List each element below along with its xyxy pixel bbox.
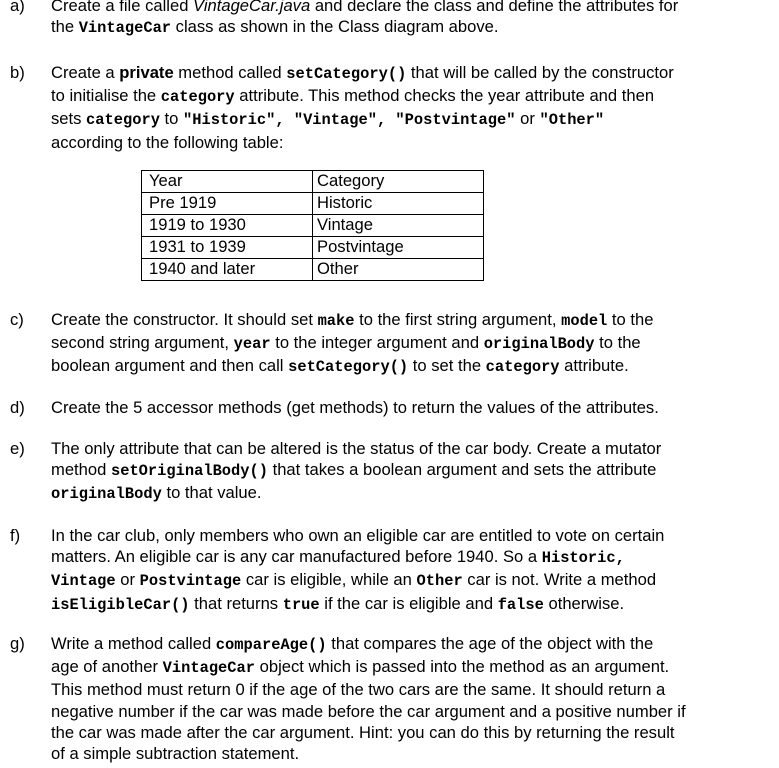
question-e-text (51, 438, 776, 506)
text: or (115, 570, 140, 590)
text: that will be called by the constructor (406, 63, 674, 82)
category-table (141, 170, 484, 281)
code-year: year (233, 335, 271, 354)
text: negative number if the car was made before the car argument and a positive number if (51, 701, 686, 721)
text: age of another (51, 657, 163, 677)
text: or (515, 109, 540, 129)
text: method (51, 460, 111, 480)
question-g-text (51, 633, 776, 764)
question-a-label: a) (10, 0, 25, 15)
code-originalbody: originalBody (483, 335, 595, 354)
question-f-text (51, 525, 776, 616)
text: that compares the age of the object with the (326, 634, 654, 653)
table-header-category: Category (313, 171, 484, 193)
question-d-label: d) (10, 398, 25, 417)
code-value: "Other" (539, 111, 605, 130)
table-row (142, 237, 484, 259)
keyword-private: private (119, 63, 174, 82)
table-header-row (142, 171, 484, 193)
text: to set the (408, 356, 486, 376)
question-e-label: e) (10, 439, 25, 458)
table-row (142, 215, 484, 237)
text: according to the following table: (51, 132, 284, 152)
text: Create the 5 accessor methods (get methods) to return the values of the attributes. (51, 398, 659, 417)
text: to (159, 109, 183, 129)
question-d-text (51, 397, 776, 418)
question-c-text (51, 309, 776, 379)
table-cell: Other (313, 259, 484, 281)
code-attr: category (485, 358, 560, 377)
text: to the integer argument and (270, 333, 484, 353)
text: attribute. (559, 356, 629, 376)
code-class: VintageCar (78, 19, 172, 38)
text: sets (51, 109, 87, 129)
code-other: Other (416, 572, 463, 591)
text: otherwise. (543, 593, 625, 613)
table-row (142, 193, 484, 215)
text: method called (173, 63, 287, 82)
text: to the (594, 333, 641, 353)
code-method: setCategory() (286, 65, 407, 83)
table-header-year: Year (142, 171, 313, 193)
table-cell: Pre 1919 (142, 193, 313, 215)
text: to the first string argument, (354, 310, 562, 329)
table-row (142, 259, 484, 281)
code-method: isEligibleCar() (51, 595, 190, 614)
code-true: true (282, 595, 320, 614)
table-cell: Vintage (313, 215, 484, 237)
question-b-text (51, 62, 776, 153)
text: matters. An eligible car is any car manufactured before 1940. So a (51, 547, 542, 567)
question-c-label: c) (10, 310, 24, 329)
text: second string argument, (51, 333, 234, 353)
text: Write a method called (51, 634, 216, 653)
text: to initialise the (51, 86, 161, 106)
code-attr: category (160, 88, 235, 107)
text: and declare the class and define the attributes for (310, 0, 679, 15)
text: car is eligible, while an (241, 570, 417, 590)
file-name: VintageCar.java (193, 0, 311, 15)
text: boolean argument and then call (51, 356, 289, 376)
code-values: "Historic", "Vintage", "Postvintage" (183, 111, 516, 130)
code-vintage: Vintage (51, 572, 116, 591)
code-model: model (561, 312, 608, 330)
question-a-text (51, 0, 776, 39)
text: the car was made after the car argument. Hint: you can do this by returning the result (51, 722, 675, 742)
question-f-label: f) (10, 526, 21, 545)
code-attr: category (86, 111, 160, 130)
table-cell: 1931 to 1939 (142, 237, 313, 259)
text: Create the constructor. It should set (51, 310, 318, 329)
text: the (51, 17, 79, 37)
text: car is not. Write a method (462, 570, 657, 590)
code-method: compareAge() (215, 636, 327, 654)
table-cell: Historic (313, 193, 484, 215)
text: that takes a boolean argument and sets the attribute (267, 460, 657, 480)
text: if the car is eligible and (319, 593, 498, 613)
code-method: setCategory() (288, 358, 409, 377)
text: In the car club, only members who own an eligible car are entitled to vote on certain (51, 526, 665, 545)
question-b-label: b) (10, 63, 25, 82)
text: The only attribute that can be altered is the status of the car body. Create a mutator (51, 439, 662, 458)
text: class as shown in the Class diagram above. (171, 17, 499, 37)
text: to that value. (161, 483, 262, 503)
question-g-label: g) (10, 634, 25, 653)
code-class: VintageCar (162, 659, 255, 678)
table-cell: 1919 to 1930 (142, 215, 313, 237)
text: of a simple subtraction statement. (51, 744, 300, 764)
code-method: setOriginalBody() (110, 462, 268, 481)
text: to the (607, 310, 654, 329)
code-postvintage: Postvintage (139, 572, 242, 591)
table-cell: Postvintage (313, 237, 484, 259)
code-make: make (317, 312, 355, 330)
text: that returns (189, 593, 283, 613)
code-historic: Historic, (541, 549, 625, 568)
table-cell: 1940 and later (142, 259, 313, 281)
text: object which is passed into the method as an argument. (255, 657, 670, 677)
text: Create a file called (51, 0, 194, 15)
code-false: false (497, 595, 544, 614)
text: This method must return 0 if the age of the two cars are the same. It should return a (51, 680, 666, 700)
text: attribute. This method checks the year attribute and then (234, 86, 655, 106)
text: Create a (51, 63, 120, 82)
code-originalbody: originalBody (51, 485, 162, 504)
